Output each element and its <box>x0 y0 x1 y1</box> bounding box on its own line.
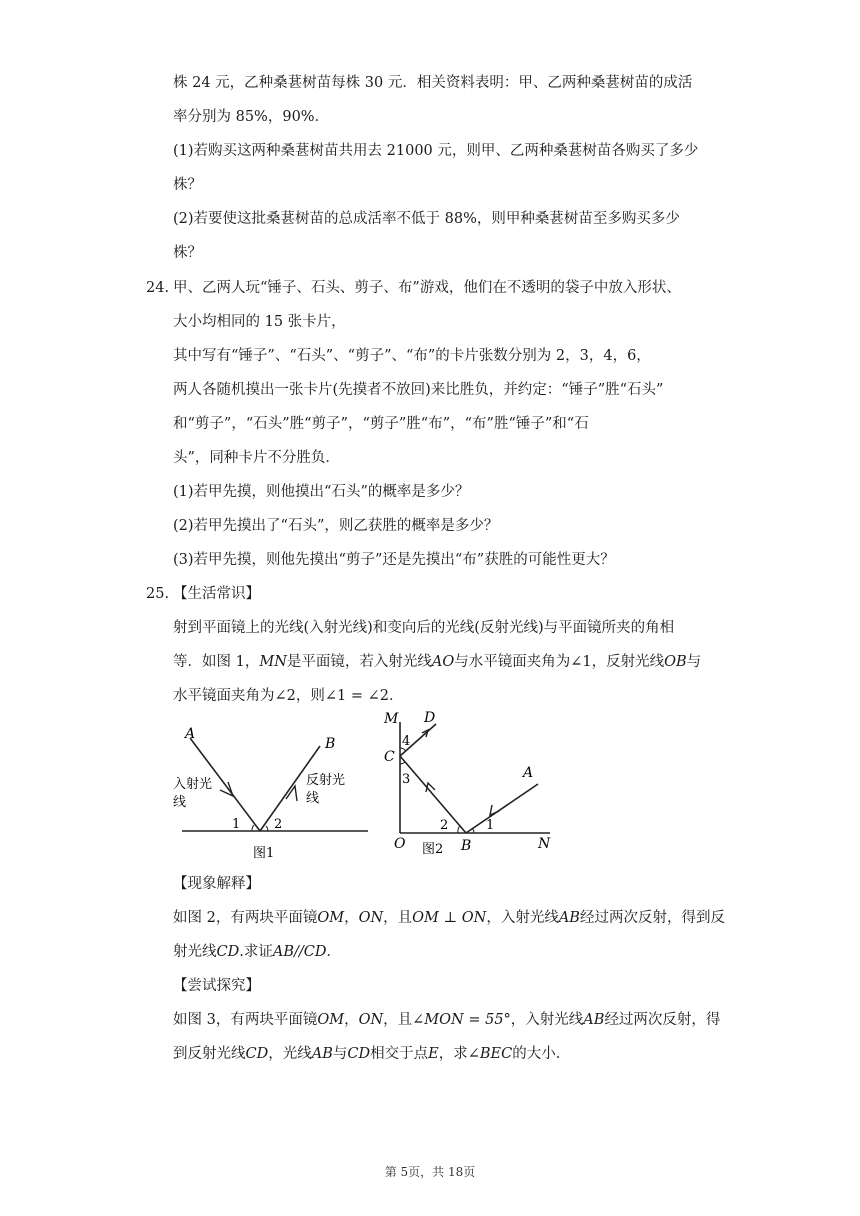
ray-BC <box>400 756 466 833</box>
figure-2-caption: 图2 <box>422 842 444 857</box>
q25-p2-line-2 <box>173 942 341 962</box>
math-OB: OB <box>664 654 687 670</box>
angle-2-label: 2 <box>274 817 283 832</box>
angle-arc-2 <box>458 826 460 833</box>
text: 如图 3，有两块平面镜 <box>173 1012 318 1028</box>
q24-number: 24. <box>146 280 170 296</box>
angle-1-label: 1 <box>486 818 495 833</box>
angle-1-label: 1 <box>232 817 241 832</box>
text: 等．如图 1， <box>173 654 260 670</box>
text: 与水平镜面夹角为∠1，反射光线 <box>454 654 665 670</box>
q25-heading-common-sense: 【生活常识】 <box>173 586 260 602</box>
text: 如图 2，有两块平面镜 <box>173 910 318 926</box>
q24-line-3: 其中写有“锤子”、“石头”、“剪子”、“布”的卡片张数分别为 2，3，4，6， <box>173 348 651 364</box>
text: 经过两次反射，得 <box>604 1012 721 1028</box>
angle-4-label: 4 <box>402 734 411 749</box>
q25-p1-line-2 <box>173 652 701 672</box>
text: ，且 <box>383 910 413 926</box>
math-AO: AO <box>431 654 455 670</box>
reflected-ray <box>260 746 320 831</box>
q25-p2-line-1 <box>173 908 725 928</box>
label-reflect-2: 线 <box>306 791 320 806</box>
label-B: B <box>461 838 472 854</box>
text: ， <box>344 1012 359 1028</box>
text: ， <box>344 910 359 926</box>
math-MN: MN <box>259 654 287 670</box>
reflected-arrow-icon <box>286 786 297 801</box>
q23-sub1-line-2: 株？ <box>173 177 202 193</box>
math-OM: OM <box>317 1012 345 1028</box>
math-perp: OM ⊥ ON <box>412 910 487 926</box>
q24-line-6: 头”，同种卡片不分胜负． <box>173 450 340 466</box>
text: .求证 <box>239 944 273 960</box>
q25-heading-explanation: 【现象解释】 <box>173 876 260 892</box>
q24-line-2: 大小均相同的 15 张卡片， <box>173 314 346 330</box>
math-CD: CD <box>347 1046 371 1062</box>
math-AB: AB <box>311 1046 333 1062</box>
text: ，光线 <box>268 1046 312 1062</box>
angle-2-label: 2 <box>440 818 449 833</box>
math-BEC: BEC <box>479 1046 513 1062</box>
q25-p1-line-3: 水平镜面夹角为∠2，则∠1 = ∠2． <box>173 688 404 704</box>
q23-sub2-line-2: 株？ <box>173 245 202 261</box>
q25-p3-line-2 <box>173 1044 570 1064</box>
q25-heading-explore: 【尝试探究】 <box>173 978 260 994</box>
text: 经过两次反射，得到反 <box>579 910 725 926</box>
text: 到反射光线 <box>173 1046 246 1062</box>
q25-p3-line-1 <box>173 1010 720 1030</box>
math-OM: OM <box>317 910 345 926</box>
label-reflect-1: 反射光 <box>306 773 346 788</box>
math-ON: ON <box>358 910 384 926</box>
math-CD: CD <box>216 944 240 960</box>
figure-1 <box>170 718 380 868</box>
q24-sub2: (2)若甲先摸出了“石头”，则乙获胜的概率是多少？ <box>173 518 499 534</box>
math-angle-MON: ∠MON = 55° <box>412 1012 511 1028</box>
label-C: C <box>384 749 395 765</box>
figure-1-caption: 图1 <box>253 846 275 861</box>
text: 与 <box>686 654 702 670</box>
label-A: A <box>523 765 534 781</box>
q23-line-2: 率分别为 85%，90%． <box>173 109 330 125</box>
incident-ray-AB <box>466 784 538 833</box>
text: 与 <box>332 1046 348 1062</box>
label-incident-1: 入射光 <box>173 777 213 792</box>
math-AB: AB <box>583 1012 605 1028</box>
text: 的大小． <box>512 1046 571 1062</box>
label-B: B <box>325 736 336 752</box>
math-ON: ON <box>358 1012 384 1028</box>
text: ． <box>326 944 341 960</box>
arrow-AB-icon <box>490 805 499 815</box>
text: 射光线 <box>173 944 217 960</box>
page-footer: 第 5页，共 18页 <box>384 1165 476 1179</box>
math-AB: AB <box>558 910 580 926</box>
angle-arc-1 <box>252 825 254 831</box>
text: 相交于点 <box>370 1046 429 1062</box>
q24-sub1: (1)若甲先摸，则他摸出“石头”的概率是多少？ <box>173 484 470 500</box>
figure-2 <box>380 707 560 857</box>
q25-p1-line-1: 射到平面镜上的光线(入射光线)和变向后的光线(反射光线)与平面镜所夹的角相 <box>173 620 675 636</box>
math-CD: CD <box>245 1046 269 1062</box>
label-D: D <box>424 710 436 726</box>
q25-number: 25. <box>146 586 170 602</box>
q23-sub2-line-1: (2)若要使这批桑葚树苗的总成活率不低于 88%，则甲种桑葚树苗至多购买多少 <box>173 211 680 227</box>
q24-line-5: 和“剪子”，“石头”胜“剪子”，“剪子”胜“布”，“布”胜“锤子”和“石 <box>173 416 589 432</box>
q24-sub3: (3)若甲先摸，则他先摸出“剪子”还是先摸出“布”获胜的可能性更大？ <box>173 552 615 568</box>
text: ，入射光线 <box>486 910 559 926</box>
text: ，求∠ <box>438 1046 480 1062</box>
q24-line-4: 两人各随机摸出一张卡片(先摸者不放回)来比胜负，并约定：“锤子”胜“石头” <box>173 382 664 398</box>
label-N: N <box>538 836 551 852</box>
angle-3-label: 3 <box>402 772 411 787</box>
text: ，入射光线 <box>510 1012 584 1028</box>
math-E: E <box>428 1046 439 1062</box>
text: ，且 <box>383 1012 413 1028</box>
label-M: M <box>384 711 399 727</box>
label-A: A <box>185 726 196 742</box>
q23-sub1-line-1: (1)若购买这两种桑葚树苗共用去 21000 元，则甲、乙两种桑葚树苗各购买了多少 <box>173 143 699 159</box>
incident-arrow-icon <box>220 782 233 796</box>
math-parallel: AB//CD <box>272 944 327 960</box>
label-incident-2: 线 <box>173 795 187 810</box>
q24-line-1: 甲、乙两人玩“锤子、石头、剪子、布”游戏，他们在不透明的袋子中放入形状、 <box>173 280 681 296</box>
q23-line-1: 株 24 元，乙种桑葚树苗每株 30 元．相关资料表明：甲、乙两种桑葚树苗的成活 <box>173 75 693 91</box>
text: 是平面镜，若入射光线 <box>286 654 432 670</box>
label-O: O <box>394 836 406 852</box>
